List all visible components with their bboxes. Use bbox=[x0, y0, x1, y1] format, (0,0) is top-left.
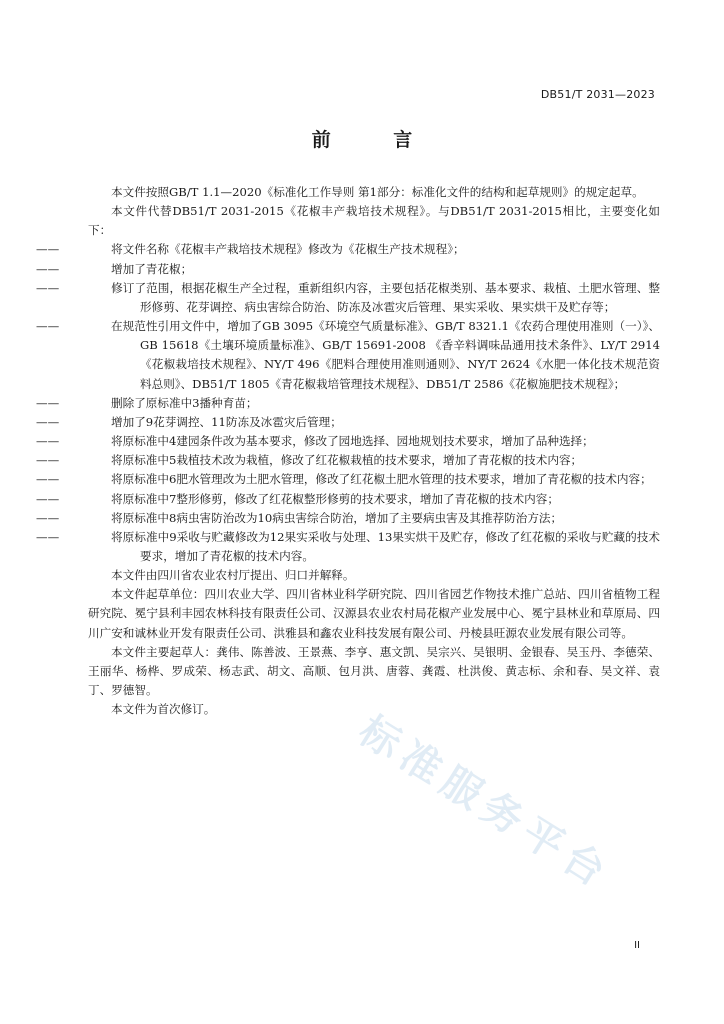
change-item-text: 将原标准中4建园条件改为基本要求，修改了园地选择、园地规划技术要求，增加了品种选择； bbox=[111, 434, 594, 449]
dash-mark: —— bbox=[36, 280, 60, 295]
paragraph-replacement: 本文件代替DB51/T 2031-2015《花椒丰产栽培技术规程》。与DB51/T 2031-2015相比，主要变化如下： bbox=[88, 204, 660, 238]
change-item-text: 将原标准中9采收与贮藏修改为12果实采收与处理、13果实烘干及贮存，修改了红花椒的采收与贮藏的技术要求，增加了青花椒的技术内容。 bbox=[111, 529, 660, 563]
change-item bbox=[36, 279, 660, 317]
change-item bbox=[36, 240, 660, 259]
paragraph-revision-note: 本文件为首次修订。 bbox=[111, 702, 216, 717]
dash-mark: —— bbox=[36, 472, 60, 487]
watermark-text: 标准服务平台 bbox=[350, 707, 620, 900]
page-number: II bbox=[634, 940, 640, 951]
dash-mark: —— bbox=[36, 510, 60, 525]
change-item bbox=[36, 490, 660, 509]
change-item-text: 在规范性引用文件中，增加了GB 3095《环境空气质量标准》、GB/T 8321.1《农药合理使用准则（一）》、GB 15618《土壤环境质量标准》、GB/T 15691-2008 《香辛料调味品通用技术条件》、LY/T 2914《花椒栽培技术规程》、NY/T 496《肥料合理使用准则通则》、NY/T 2624《水肥一体化技术规范资料总则》、DB51/T 1805《青花椒栽培管理技术规程》、DB51/T 2586《花椒施肥技术规程》； bbox=[111, 319, 660, 391]
change-item bbox=[36, 528, 660, 566]
dash-mark: —— bbox=[36, 414, 60, 429]
paragraph-drafting-units: 本文件起草单位：四川农业大学、四川省林业科学研究院、四川省园艺作物技术推广总站、四川省植物工程研究院、冕宁县利丰园农林科技有限责任公司、汉源县农业农村局花椒产业发展中心、冕宁县林业和草原局、四川广安和诚林业开发有限责任公司、洪雅县和鑫农业科技发展有限公司、丹棱县旺源农业发展有限公司等。 bbox=[88, 587, 660, 640]
dash-mark: —— bbox=[36, 453, 60, 468]
change-item bbox=[36, 317, 660, 394]
document-body bbox=[36, 183, 660, 719]
change-item-text: 增加了9花芽调控、11防冻及冰雹灾后管理； bbox=[111, 414, 342, 429]
change-item bbox=[36, 432, 660, 451]
watermark bbox=[306, 700, 635, 978]
dash-mark: —— bbox=[36, 491, 60, 506]
change-item bbox=[36, 260, 660, 279]
change-item-text: 将文件名称《花椒丰产栽培技术规程》修改为《花椒生产技术规程》； bbox=[111, 242, 465, 257]
dash-mark: —— bbox=[36, 434, 60, 449]
change-item bbox=[36, 470, 660, 489]
change-item bbox=[36, 451, 660, 470]
dash-mark: —— bbox=[36, 395, 60, 410]
change-item-text: 将原标准中6肥水管理改为土肥水管理，修改了红花椒土肥水管理的技术要求，增加了青花椒的技术内容； bbox=[111, 472, 652, 487]
change-item bbox=[36, 394, 660, 413]
change-item-text: 将原标准中5栽植技术改为栽植，修改了红花椒栽植的技术要求，增加了青花椒的技术内容； bbox=[111, 453, 583, 468]
paragraph-drafters: 本文件主要起草人：龚伟、陈善波、王景燕、李亨、惠文凯、吴宗兴、吴银明、金银春、吴玉丹、李德荣、王丽华、杨桦、罗成荣、杨志武、胡文、高顺、包月洪、唐蓉、龚霞、杜洪俊、黄志标、余和春、吴文祥、袁丁、罗德智。 bbox=[88, 644, 660, 698]
change-item-text: 将原标准中7整形修剪，修改了红花椒整形修剪的技术要求，增加了青花椒的技术内容； bbox=[111, 491, 559, 506]
dash-mark: —— bbox=[36, 529, 60, 544]
change-item-text: 修订了范围，根据花椒生产全过程，重新组织内容，主要包括花椒类别、基本要求、栽植、土肥水管理、整形修剪、花芽调控、病虫害综合防治、防冻及冰雹灾后管理、果实采收、果实烘干及贮存等； bbox=[111, 280, 660, 314]
change-item bbox=[36, 509, 660, 528]
change-item bbox=[36, 413, 660, 432]
change-item-text: 增加了青花椒； bbox=[111, 261, 193, 276]
change-item-text: 将原标准中8病虫害防治改为10病虫害综合防治，增加了主要病虫害及其推荐防治方法； bbox=[111, 510, 563, 525]
dash-mark: —— bbox=[36, 319, 60, 334]
page-title: 前 言 bbox=[311, 129, 441, 151]
change-item-text: 删除了原标准中3播种育苗； bbox=[111, 395, 258, 410]
dash-mark: —— bbox=[36, 242, 60, 257]
paragraph-drafting-basis: 本文件按照GB/T 1.1—2020《标准化工作导则 第1部分：标准化文件的结构和起草规则》的规定起草。 bbox=[111, 185, 644, 199]
document-code: DB51/T 2031—2023 bbox=[540, 88, 655, 101]
paragraph-proposer: 本文件由四川省农业农村厅提出、归口并解释。 bbox=[111, 568, 355, 583]
dash-mark: —— bbox=[36, 261, 60, 276]
